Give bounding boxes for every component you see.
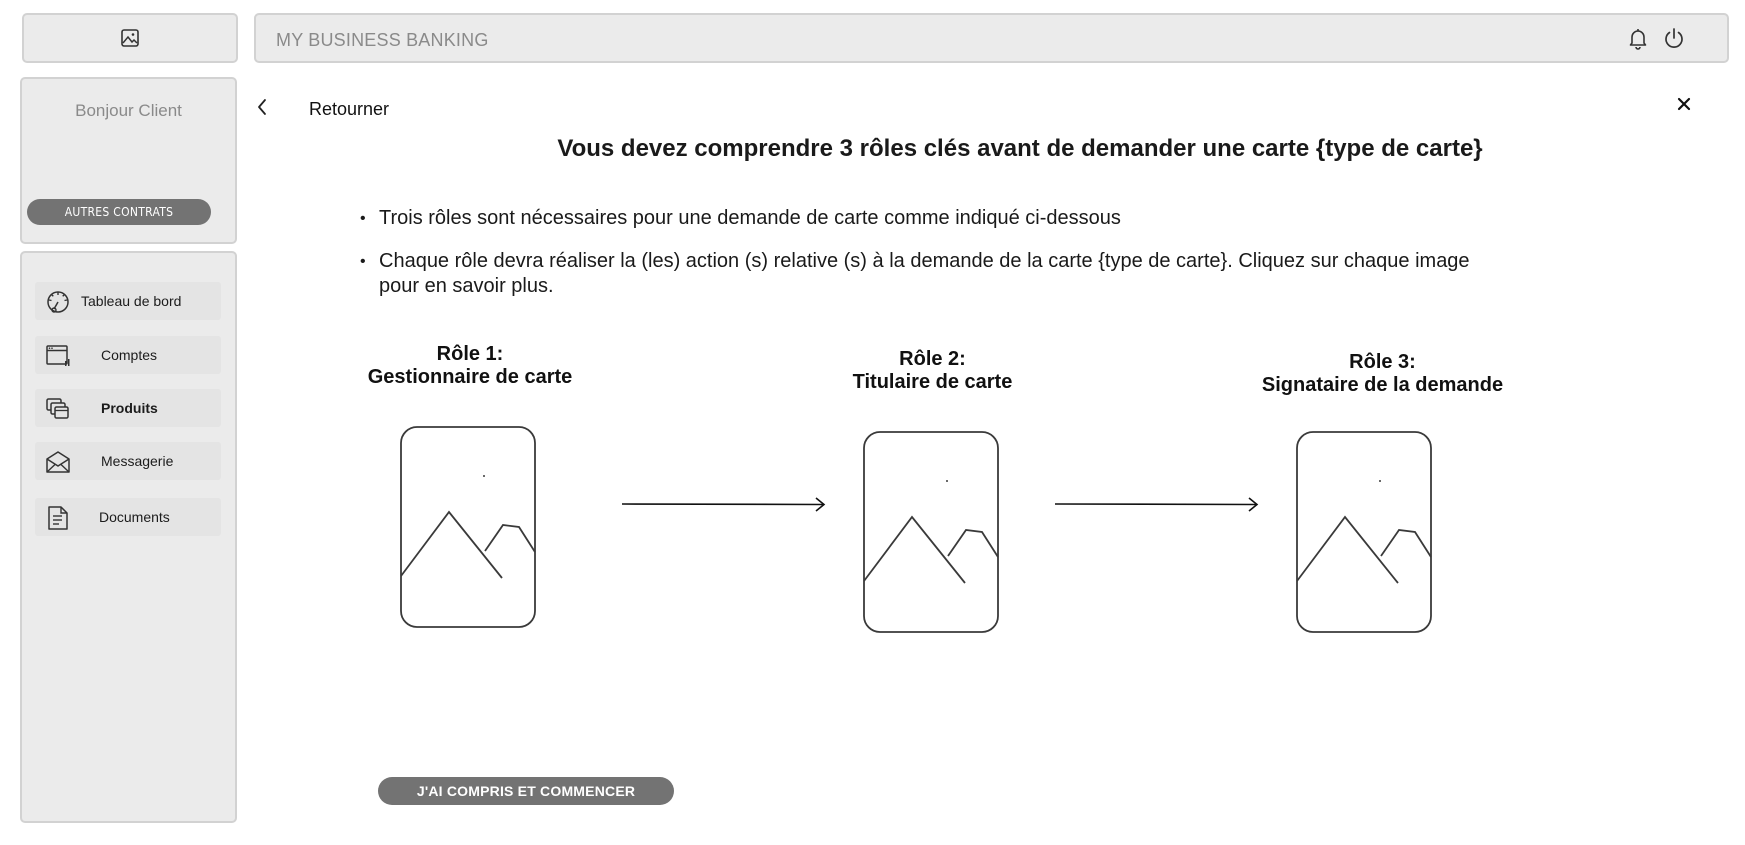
list-item-text: Chaque rôle devra réaliser la (les) action (s) relative (s) à la demande de la carte {type de carte}. Cliquez sur chaque image pour en savoir plus. bbox=[379, 250, 1470, 297]
image-placeholder-icon bbox=[120, 28, 140, 48]
sidebar-nav bbox=[20, 251, 237, 823]
app-title: MY BUSINESS BANKING bbox=[276, 30, 489, 50]
role-3-title bbox=[1230, 351, 1535, 397]
role-number: Rôle 1: bbox=[436, 343, 504, 365]
role-1-image[interactable] bbox=[400, 426, 537, 629]
close-icon[interactable] bbox=[1673, 93, 1695, 115]
greeting-panel bbox=[20, 77, 237, 244]
sidebar-item-messaging[interactable] bbox=[35, 442, 221, 480]
envelope-icon bbox=[45, 449, 71, 475]
role-number: Rôle 2: bbox=[899, 348, 966, 370]
role-name: Signataire de la demande bbox=[1261, 374, 1504, 396]
products-cards-icon bbox=[45, 396, 71, 422]
list-item bbox=[360, 249, 1480, 299]
role-3-image[interactable] bbox=[1296, 431, 1433, 634]
top-header-bar bbox=[254, 13, 1729, 63]
power-icon[interactable] bbox=[1662, 26, 1686, 50]
sidebar-item-label: Documents bbox=[99, 509, 170, 525]
list-item bbox=[360, 206, 1480, 231]
sidebar-item-dashboard[interactable] bbox=[35, 282, 221, 320]
bullet-icon: • bbox=[360, 210, 366, 227]
accounts-window-icon bbox=[45, 343, 71, 369]
greeting-text: Bonjour Client bbox=[75, 101, 182, 120]
sidebar-item-label: Produits bbox=[101, 400, 158, 416]
sidebar-item-label: Comptes bbox=[101, 347, 158, 363]
role-1-title bbox=[330, 343, 610, 389]
sidebar-item-products[interactable] bbox=[35, 389, 221, 427]
understood-start-button[interactable]: J'AI COMPRIS ET COMMENCER bbox=[378, 777, 674, 805]
role-2-title bbox=[800, 348, 1065, 394]
sidebar-item-label: Tableau de bord bbox=[81, 293, 182, 309]
sidebar-item-label: Messagerie bbox=[101, 453, 174, 469]
arrow-right-icon bbox=[622, 494, 827, 514]
role-name: Titulaire de carte bbox=[852, 371, 1013, 393]
list-item-text: Trois rôles sont nécessaires pour une demande de carte comme indiqué ci-dessous bbox=[379, 207, 1121, 229]
role-name: Gestionnaire de carte bbox=[367, 366, 573, 388]
other-contracts-button[interactable]: AUTRES CONTRATS bbox=[27, 199, 211, 225]
back-link[interactable]: Retourner bbox=[309, 99, 390, 119]
sidebar-item-accounts[interactable] bbox=[35, 336, 221, 374]
instructions-list bbox=[360, 206, 1480, 299]
page-title: Vous devez comprendre 3 rôles clés avant de demander une carte {type de carte} bbox=[557, 135, 1483, 162]
sidebar-item-documents[interactable] bbox=[35, 498, 221, 536]
dashboard-gauge-icon bbox=[45, 289, 71, 315]
logo-box bbox=[22, 13, 238, 63]
bullet-icon: • bbox=[360, 253, 366, 270]
bell-icon[interactable] bbox=[1626, 26, 1650, 50]
role-2-image[interactable] bbox=[863, 431, 1000, 634]
document-icon bbox=[45, 505, 71, 531]
arrow-right-icon bbox=[1055, 494, 1260, 514]
role-number: Rôle 3: bbox=[1349, 351, 1416, 373]
chevron-left-icon[interactable] bbox=[252, 96, 272, 118]
